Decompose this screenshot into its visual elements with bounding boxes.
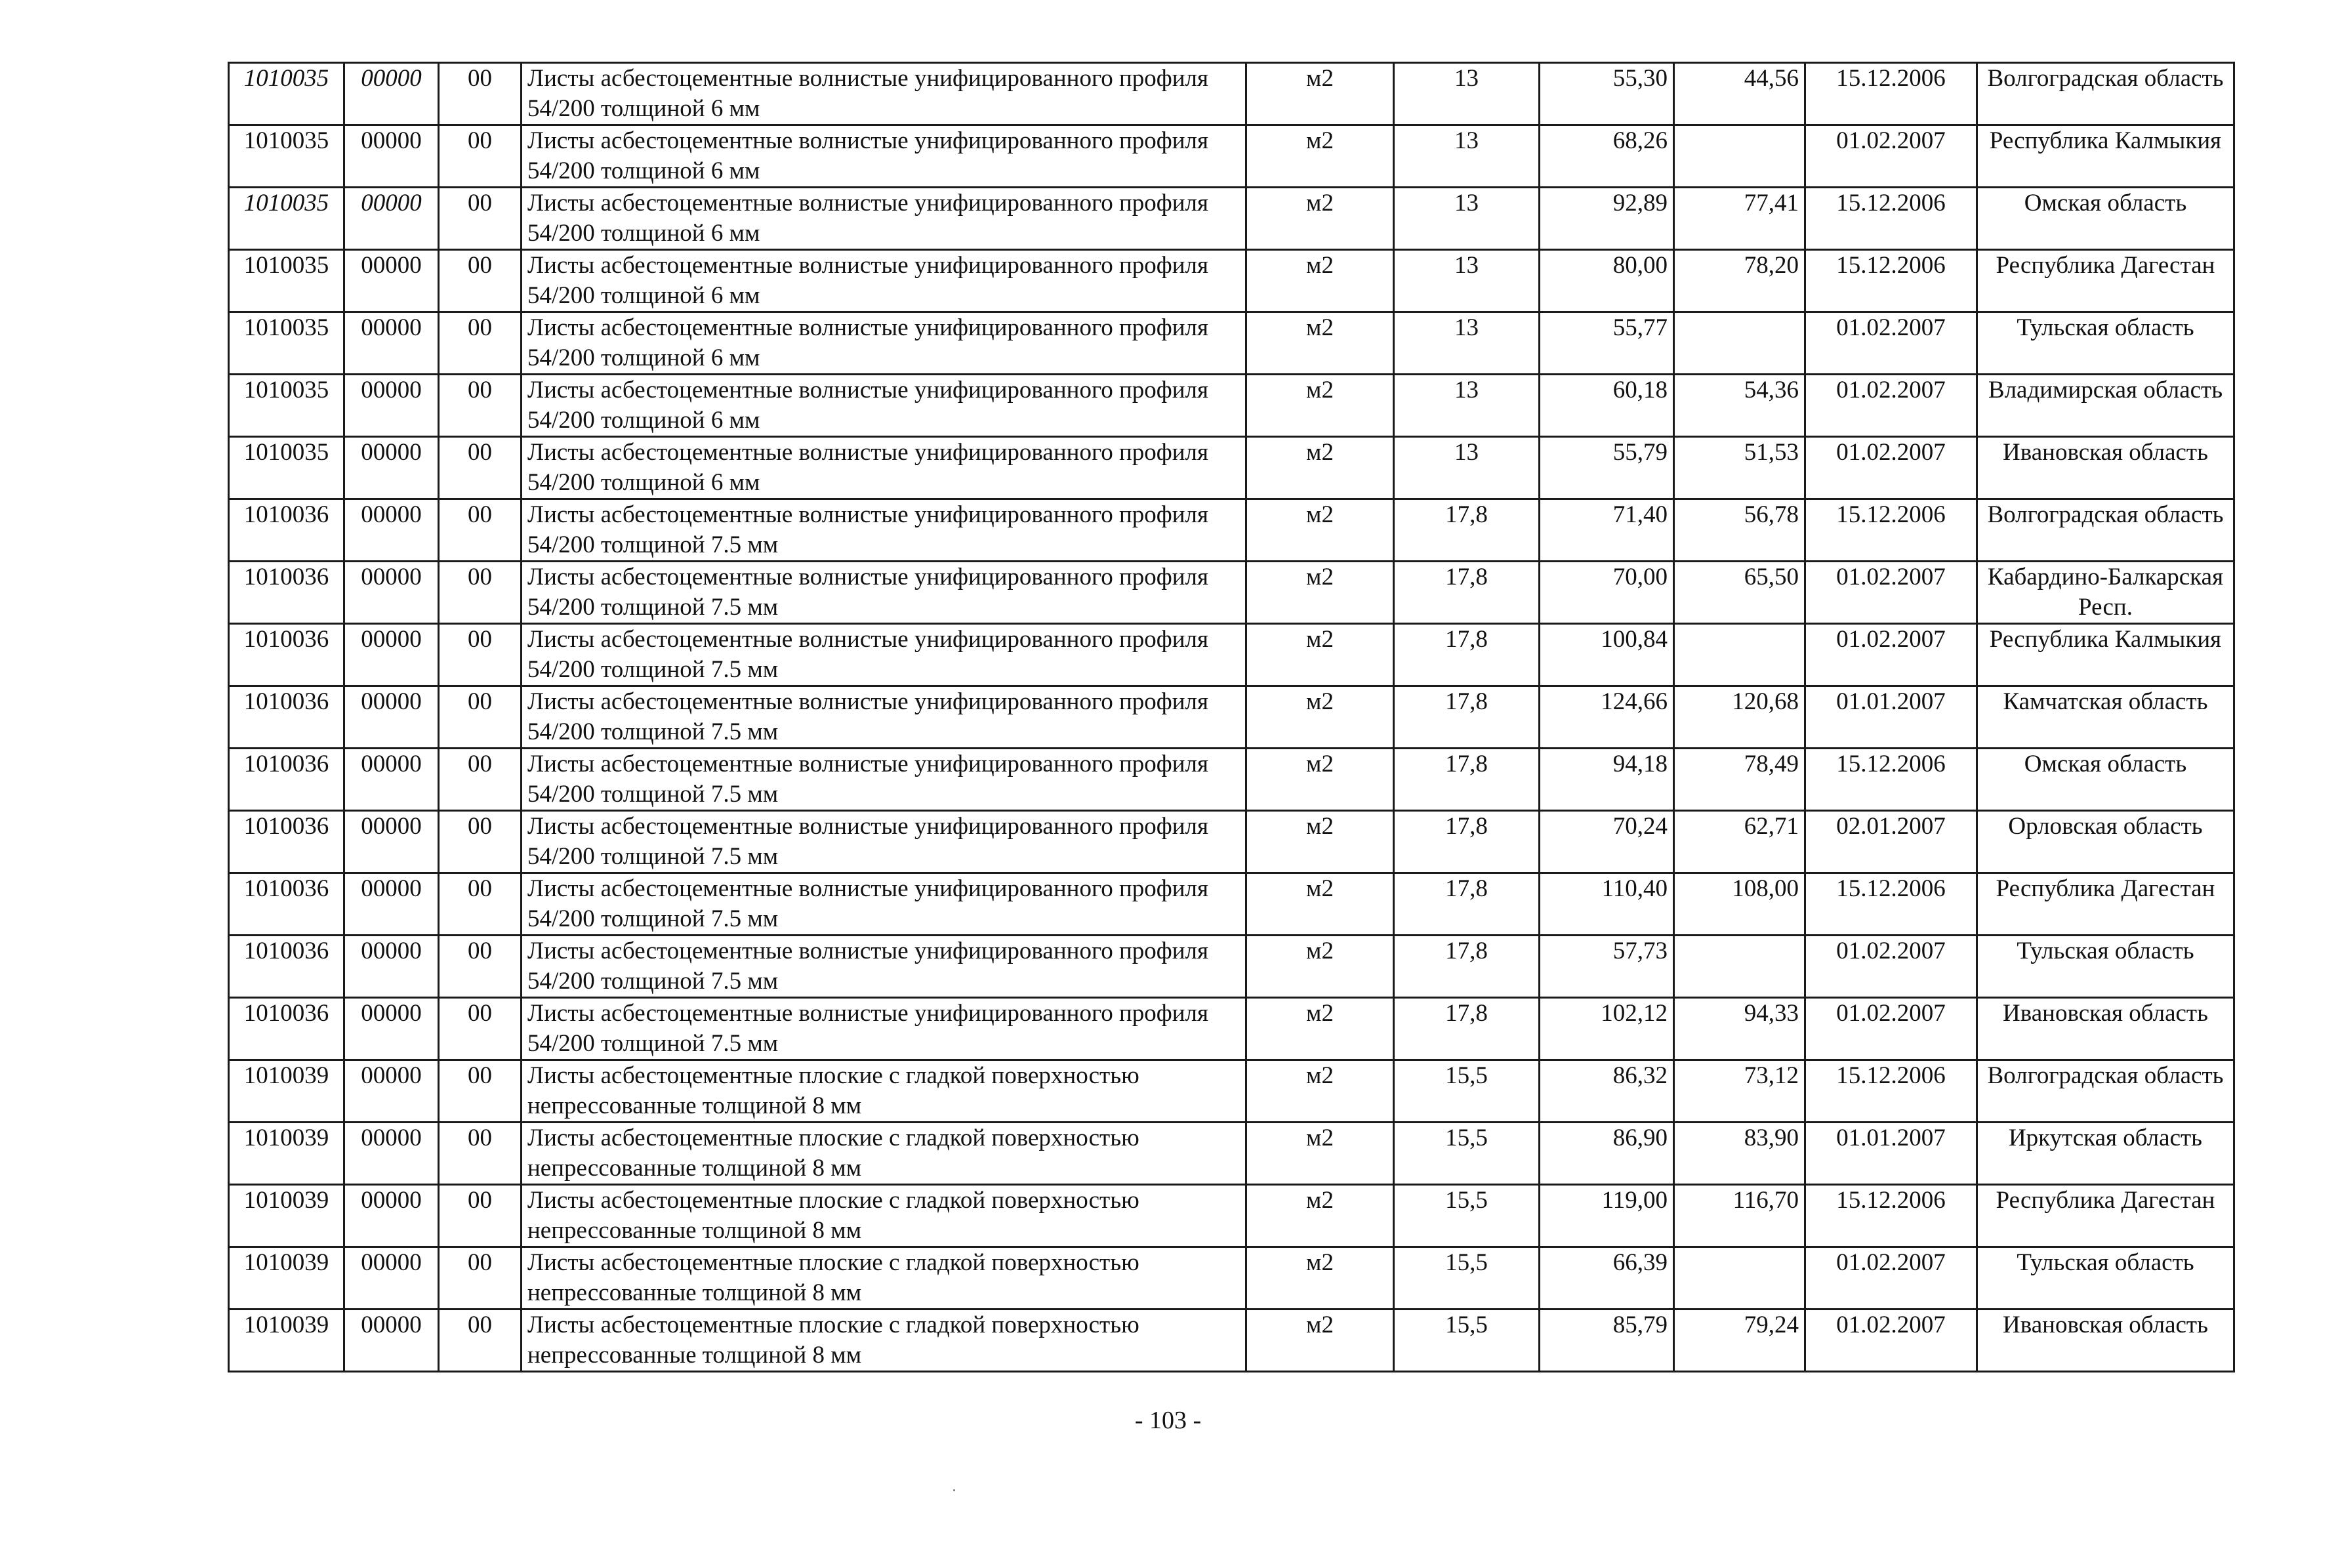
region-cell: Омская область (1977, 188, 2234, 250)
price-alt-cell: 83,90 (1674, 1123, 1805, 1185)
product-code-cell: 1010039 (229, 1123, 344, 1185)
unit-cell: м2 (1246, 562, 1394, 624)
product-name-cell: Листы асбестоцементные волнистые унифицированного профиля 54/200 толщиной 6 мм (522, 125, 1246, 188)
price-alt-cell: 56,78 (1674, 499, 1805, 562)
product-name-cell: Листы асбестоцементные плоские с гладкой поверхностью непрессованные толщиной 8 мм (522, 1185, 1246, 1247)
product-code-cell: 1010036 (229, 499, 344, 562)
region-cell: Республика Дагестан (1977, 1185, 2234, 1247)
table-row (229, 624, 2234, 686)
region-cell: Волгоградская область (1977, 63, 2234, 125)
product-name-cell: Листы асбестоцементные волнистые унифицированного профиля 54/200 толщиной 7.5 мм (522, 562, 1246, 624)
unit-cell: м2 (1246, 437, 1394, 499)
region-cell: Тульская область (1977, 936, 2234, 998)
region-cell: Кабардино-Балкарская Респ. (1977, 562, 2234, 624)
sub-code-cell: 00000 (344, 1185, 439, 1247)
date-cell: 01.02.2007 (1805, 125, 1977, 188)
product-code-cell: 1010036 (229, 686, 344, 749)
region-cell: Орловская область (1977, 811, 2234, 873)
page-number: - 103 - (1134, 1407, 1202, 1434)
price-cell: 85,79 (1540, 1310, 1674, 1372)
table-row (229, 686, 2234, 749)
unit-cell: м2 (1246, 125, 1394, 188)
sub-code-cell: 00000 (344, 624, 439, 686)
product-code-cell: 1010039 (229, 1060, 344, 1123)
product-name-cell: Листы асбестоцементные волнистые унифицированного профиля 54/200 толщиной 7.5 мм (522, 749, 1246, 811)
weight-cell: 17,8 (1394, 873, 1540, 936)
product-code-cell: 1010039 (229, 1310, 344, 1372)
unit-cell: м2 (1246, 811, 1394, 873)
version-code-cell: 00 (439, 936, 522, 998)
unit-cell: м2 (1246, 1310, 1394, 1372)
product-code-cell: 1010035 (229, 188, 344, 250)
product-name-cell: Листы асбестоцементные волнистые унифицированного профиля 54/200 толщиной 7.5 мм (522, 811, 1246, 873)
version-code-cell: 00 (439, 125, 522, 188)
price-cell: 57,73 (1540, 936, 1674, 998)
table-row (229, 250, 2234, 312)
weight-cell: 15,5 (1394, 1185, 1540, 1247)
price-cell: 86,32 (1540, 1060, 1674, 1123)
weight-cell: 13 (1394, 188, 1540, 250)
unit-cell: м2 (1246, 749, 1394, 811)
sub-code-cell: 00000 (344, 125, 439, 188)
weight-cell: 17,8 (1394, 624, 1540, 686)
table-row (229, 125, 2234, 188)
unit-cell: м2 (1246, 1060, 1394, 1123)
region-cell: Ивановская область (1977, 1310, 2234, 1372)
product-name-cell: Листы асбестоцементные волнистые унифицированного профиля 54/200 толщиной 6 мм (522, 437, 1246, 499)
region-cell: Владимирская область (1977, 375, 2234, 437)
weight-cell: 13 (1394, 125, 1540, 188)
product-code-cell: 1010036 (229, 562, 344, 624)
product-name-cell: Листы асбестоцементные волнистые унифицированного профиля 54/200 толщиной 6 мм (522, 188, 1246, 250)
price-cell: 71,40 (1540, 499, 1674, 562)
version-code-cell: 00 (439, 375, 522, 437)
version-code-cell: 00 (439, 1247, 522, 1310)
weight-cell: 15,5 (1394, 1123, 1540, 1185)
table-row (229, 499, 2234, 562)
region-cell: Волгоградская область (1977, 1060, 2234, 1123)
date-cell: 01.02.2007 (1805, 375, 1977, 437)
version-code-cell: 00 (439, 624, 522, 686)
table-row (229, 312, 2234, 375)
version-code-cell: 00 (439, 1310, 522, 1372)
price-alt-cell (1674, 936, 1805, 998)
date-cell: 15.12.2006 (1805, 1185, 1977, 1247)
product-name-cell: Листы асбестоцементные волнистые унифицированного профиля 54/200 толщиной 6 мм (522, 250, 1246, 312)
product-name-cell: Листы асбестоцементные плоские с гладкой поверхностью непрессованные толщиной 8 мм (522, 1060, 1246, 1123)
weight-cell: 17,8 (1394, 998, 1540, 1060)
price-cell: 66,39 (1540, 1247, 1674, 1310)
sub-code-cell: 00000 (344, 63, 439, 125)
unit-cell: м2 (1246, 1123, 1394, 1185)
product-code-cell: 1010039 (229, 1247, 344, 1310)
date-cell: 02.01.2007 (1805, 811, 1977, 873)
date-cell: 15.12.2006 (1805, 63, 1977, 125)
sub-code-cell: 00000 (344, 1247, 439, 1310)
product-name-cell: Листы асбестоцементные волнистые унифицированного профиля 54/200 толщиной 7.5 мм (522, 686, 1246, 749)
unit-cell: м2 (1246, 1247, 1394, 1310)
version-code-cell: 00 (439, 499, 522, 562)
unit-cell: м2 (1246, 499, 1394, 562)
region-cell: Республика Дагестан (1977, 250, 2234, 312)
region-cell: Республика Калмыкия (1977, 125, 2234, 188)
sub-code-cell: 00000 (344, 998, 439, 1060)
version-code-cell: 00 (439, 811, 522, 873)
product-code-cell: 1010036 (229, 624, 344, 686)
price-cell: 94,18 (1540, 749, 1674, 811)
price-cell: 86,90 (1540, 1123, 1674, 1185)
weight-cell: 13 (1394, 312, 1540, 375)
price-alt-cell: 54,36 (1674, 375, 1805, 437)
table-row (229, 749, 2234, 811)
date-cell: 15.12.2006 (1805, 873, 1977, 936)
date-cell: 15.12.2006 (1805, 188, 1977, 250)
sub-code-cell: 00000 (344, 811, 439, 873)
region-cell: Тульская область (1977, 1247, 2234, 1310)
version-code-cell: 00 (439, 873, 522, 936)
date-cell: 15.12.2006 (1805, 250, 1977, 312)
sub-code-cell: 00000 (344, 499, 439, 562)
region-cell: Волгоградская область (1977, 499, 2234, 562)
unit-cell: м2 (1246, 936, 1394, 998)
version-code-cell: 00 (439, 312, 522, 375)
sub-code-cell: 00000 (344, 562, 439, 624)
table-row (229, 873, 2234, 936)
product-code-cell: 1010035 (229, 250, 344, 312)
product-code-cell: 1010035 (229, 63, 344, 125)
unit-cell: м2 (1246, 998, 1394, 1060)
product-name-cell: Листы асбестоцементные волнистые унифицированного профиля 54/200 толщиной 6 мм (522, 312, 1246, 375)
table-row (229, 1247, 2234, 1310)
price-alt-cell: 108,00 (1674, 873, 1805, 936)
product-code-cell: 1010036 (229, 811, 344, 873)
product-code-cell: 1010035 (229, 375, 344, 437)
date-cell: 15.12.2006 (1805, 499, 1977, 562)
region-cell: Ивановская область (1977, 998, 2234, 1060)
unit-cell: м2 (1246, 63, 1394, 125)
price-alt-cell: 78,49 (1674, 749, 1805, 811)
unit-cell: м2 (1246, 312, 1394, 375)
weight-cell: 17,8 (1394, 936, 1540, 998)
sub-code-cell: 00000 (344, 188, 439, 250)
table-body (229, 63, 2234, 1372)
unit-cell: м2 (1246, 686, 1394, 749)
version-code-cell: 00 (439, 1123, 522, 1185)
version-code-cell: 00 (439, 562, 522, 624)
version-code-cell: 00 (439, 250, 522, 312)
price-alt-cell: 65,50 (1674, 562, 1805, 624)
weight-cell: 15,5 (1394, 1310, 1540, 1372)
product-name-cell: Листы асбестоцементные волнистые унифицированного профиля 54/200 толщиной 6 мм (522, 63, 1246, 125)
sub-code-cell: 00000 (344, 375, 439, 437)
sub-code-cell: 00000 (344, 312, 439, 375)
date-cell: 01.02.2007 (1805, 624, 1977, 686)
price-alt-cell (1674, 624, 1805, 686)
weight-cell: 13 (1394, 375, 1540, 437)
region-cell: Тульская область (1977, 312, 2234, 375)
product-code-cell: 1010039 (229, 1185, 344, 1247)
region-cell: Республика Калмыкия (1977, 624, 2234, 686)
sub-code-cell: 00000 (344, 1123, 439, 1185)
product-code-cell: 1010035 (229, 437, 344, 499)
price-alt-cell: 62,71 (1674, 811, 1805, 873)
product-code-cell: 1010036 (229, 873, 344, 936)
price-alt-cell: 51,53 (1674, 437, 1805, 499)
table-row (229, 1310, 2234, 1372)
table-row (229, 936, 2234, 998)
table-row (229, 562, 2234, 624)
weight-cell: 15,5 (1394, 1247, 1540, 1310)
price-cell: 119,00 (1540, 1185, 1674, 1247)
price-cell: 110,40 (1540, 873, 1674, 936)
date-cell: 01.02.2007 (1805, 1310, 1977, 1372)
product-name-cell: Листы асбестоцементные плоские с гладкой поверхностью непрессованные толщиной 8 мм (522, 1310, 1246, 1372)
table-row (229, 998, 2234, 1060)
date-cell: 01.02.2007 (1805, 1247, 1977, 1310)
product-code-cell: 1010036 (229, 749, 344, 811)
table-row (229, 1185, 2234, 1247)
weight-cell: 17,8 (1394, 749, 1540, 811)
sub-code-cell: 00000 (344, 1310, 439, 1372)
price-cell: 70,00 (1540, 562, 1674, 624)
price-alt-cell: 73,12 (1674, 1060, 1805, 1123)
weight-cell: 17,8 (1394, 811, 1540, 873)
date-cell: 01.02.2007 (1805, 936, 1977, 998)
unit-cell: м2 (1246, 375, 1394, 437)
weight-cell: 13 (1394, 63, 1540, 125)
price-cell: 124,66 (1540, 686, 1674, 749)
weight-cell: 13 (1394, 250, 1540, 312)
product-name-cell: Листы асбестоцементные волнистые унифицированного профиля 54/200 толщиной 7.5 мм (522, 936, 1246, 998)
price-alt-cell: 77,41 (1674, 188, 1805, 250)
date-cell: 15.12.2006 (1805, 1060, 1977, 1123)
region-cell: Камчатская область (1977, 686, 2234, 749)
date-cell: 01.02.2007 (1805, 562, 1977, 624)
table-row (229, 437, 2234, 499)
price-table (228, 62, 2235, 1372)
date-cell: 01.02.2007 (1805, 437, 1977, 499)
version-code-cell: 00 (439, 188, 522, 250)
price-cell: 55,77 (1540, 312, 1674, 375)
product-code-cell: 1010036 (229, 998, 344, 1060)
unit-cell: м2 (1246, 250, 1394, 312)
product-code-cell: 1010035 (229, 125, 344, 188)
price-cell: 92,89 (1540, 188, 1674, 250)
product-name-cell: Листы асбестоцементные волнистые унифицированного профиля 54/200 толщиной 7.5 мм (522, 624, 1246, 686)
sub-code-cell: 00000 (344, 873, 439, 936)
version-code-cell: 00 (439, 63, 522, 125)
version-code-cell: 00 (439, 749, 522, 811)
product-name-cell: Листы асбестоцементные плоские с гладкой поверхностью непрессованные толщиной 8 мм (522, 1247, 1246, 1310)
price-cell: 70,24 (1540, 811, 1674, 873)
product-name-cell: Листы асбестоцементные плоские с гладкой поверхностью непрессованные толщиной 8 мм (522, 1123, 1246, 1185)
date-cell: 15.12.2006 (1805, 749, 1977, 811)
price-alt-cell: 44,56 (1674, 63, 1805, 125)
unit-cell: м2 (1246, 873, 1394, 936)
date-cell: 01.01.2007 (1805, 686, 1977, 749)
price-cell: 55,30 (1540, 63, 1674, 125)
table-row (229, 1060, 2234, 1123)
region-cell: Ивановская область (1977, 437, 2234, 499)
table-row (229, 375, 2234, 437)
table-row (229, 63, 2234, 125)
weight-cell: 15,5 (1394, 1060, 1540, 1123)
version-code-cell: 00 (439, 998, 522, 1060)
weight-cell: 17,8 (1394, 686, 1540, 749)
price-alt-cell (1674, 1247, 1805, 1310)
price-cell: 60,18 (1540, 375, 1674, 437)
date-cell: 01.02.2007 (1805, 998, 1977, 1060)
table-row (229, 811, 2234, 873)
sub-code-cell: 00000 (344, 686, 439, 749)
region-cell: Республика Дагестан (1977, 873, 2234, 936)
price-alt-cell (1674, 125, 1805, 188)
price-alt-cell: 116,70 (1674, 1185, 1805, 1247)
sub-code-cell: 00000 (344, 749, 439, 811)
unit-cell: м2 (1246, 188, 1394, 250)
table-row (229, 1123, 2234, 1185)
product-name-cell: Листы асбестоцементные волнистые унифицированного профиля 54/200 толщиной 7.5 мм (522, 499, 1246, 562)
version-code-cell: 00 (439, 686, 522, 749)
weight-cell: 17,8 (1394, 562, 1540, 624)
date-cell: 01.02.2007 (1805, 312, 1977, 375)
region-cell: Омская область (1977, 749, 2234, 811)
weight-cell: 13 (1394, 437, 1540, 499)
price-alt-cell: 78,20 (1674, 250, 1805, 312)
product-name-cell: Листы асбестоцементные волнистые унифицированного профиля 54/200 толщиной 6 мм (522, 375, 1246, 437)
product-name-cell: Листы асбестоцементные волнистые унифицированного профиля 54/200 толщиной 7.5 мм (522, 998, 1246, 1060)
price-alt-cell: 94,33 (1674, 998, 1805, 1060)
sub-code-cell: 00000 (344, 437, 439, 499)
price-alt-cell: 79,24 (1674, 1310, 1805, 1372)
region-cell: Иркутская область (1977, 1123, 2234, 1185)
version-code-cell: 00 (439, 1060, 522, 1123)
table-row (229, 188, 2234, 250)
sub-code-cell: 00000 (344, 936, 439, 998)
price-cell: 68,26 (1540, 125, 1674, 188)
sub-code-cell: 00000 (344, 250, 439, 312)
price-alt-cell (1674, 312, 1805, 375)
price-cell: 100,84 (1540, 624, 1674, 686)
product-name-cell: Листы асбестоцементные волнистые унифицированного профиля 54/200 толщиной 7.5 мм (522, 873, 1246, 936)
sub-code-cell: 00000 (344, 1060, 439, 1123)
unit-cell: м2 (1246, 1185, 1394, 1247)
scan-speck (953, 1489, 955, 1491)
date-cell: 01.01.2007 (1805, 1123, 1977, 1185)
price-cell: 102,12 (1540, 998, 1674, 1060)
product-code-cell: 1010035 (229, 312, 344, 375)
price-cell: 80,00 (1540, 250, 1674, 312)
weight-cell: 17,8 (1394, 499, 1540, 562)
version-code-cell: 00 (439, 1185, 522, 1247)
price-alt-cell: 120,68 (1674, 686, 1805, 749)
version-code-cell: 00 (439, 437, 522, 499)
unit-cell: м2 (1246, 624, 1394, 686)
price-cell: 55,79 (1540, 437, 1674, 499)
product-code-cell: 1010036 (229, 936, 344, 998)
